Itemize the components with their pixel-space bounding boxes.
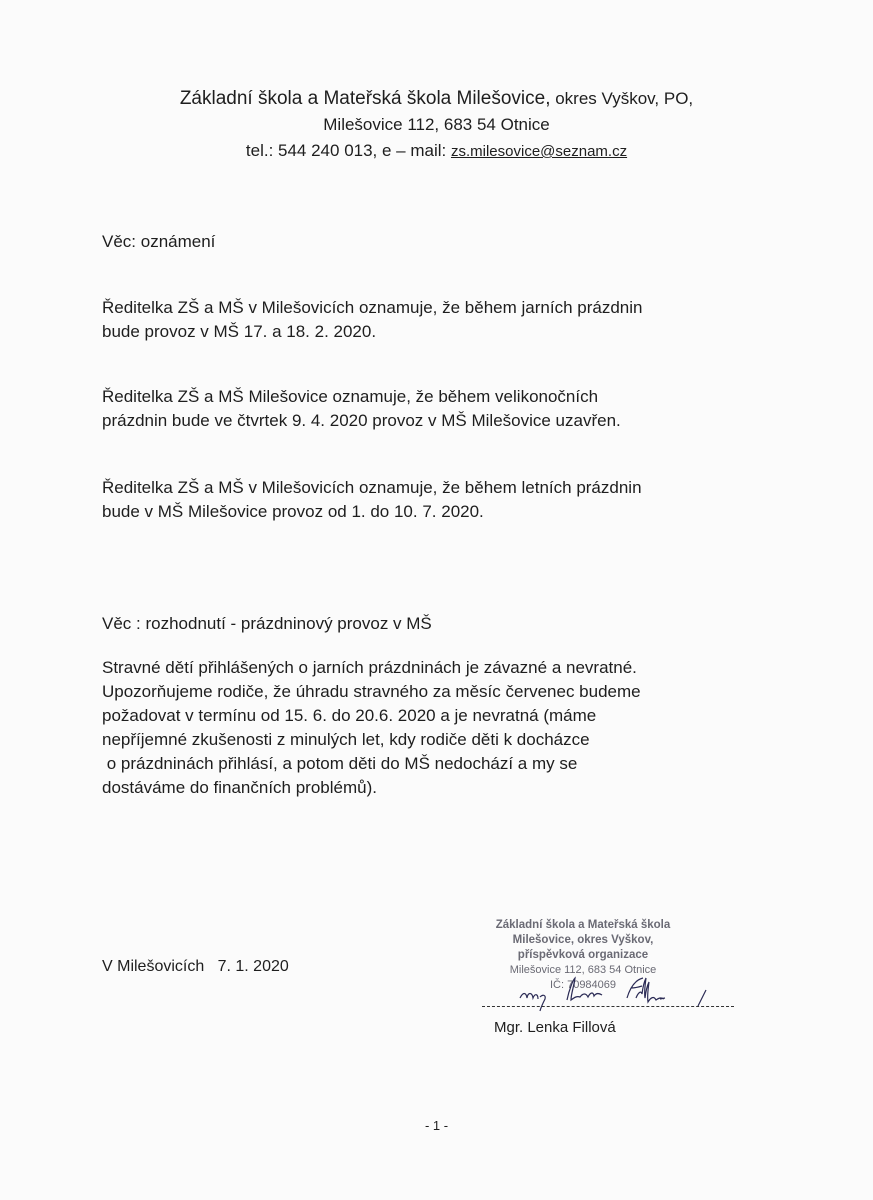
stamp-line: IČ: 70984069 [549,979,617,991]
paragraph-line: dostáváme do finančních problémů). [102,778,377,797]
paragraph-line: o prázdninách přihlásí, a potom děti do MŠ nedochází a my se [102,754,578,773]
school-address: Milešovice 112, 683 54 Otnice [323,115,550,134]
place-and-date: V Milešovicích 7. 1. 2020 [102,958,289,975]
notice-paragraph-summer [102,476,642,524]
stamp-line: Milešovice, okres Vyškov, [512,934,654,946]
stamp-line: příspěvková organizace [517,949,649,961]
notice-subject: Věc: oznámení [102,232,216,251]
paragraph-line: Ředitelka ZŠ a MŠ v Milešovicích oznamuje, že během letních prázdnin [102,478,642,497]
paragraph-line: prázdnin bude ve čtvrtek 9. 4. 2020 provoz v MŠ Milešovice uzavřen. [102,411,621,430]
signer-name: Mgr. Lenka Fillová [494,1019,616,1036]
paragraph-line: bude provoz v MŠ 17. a 18. 2. 2020. [102,322,377,341]
paragraph-line: Ředitelka ZŠ a MŠ Milešovice oznamuje, že během velikonočních [102,387,599,406]
stamp-line: Milešovice 112, 683 54 Otnice [509,964,657,976]
letterhead-line-1 [0,86,873,112]
letterhead [0,86,873,165]
decision-subject: Věc : rozhodnutí - prázdninový provoz v MŠ [102,614,432,633]
paragraph-line: požadovat v termínu od 15. 6. do 20.6. 2020 a je nevratná (máme [102,706,597,725]
paragraph-line: bude v MŠ Milešovice provoz od 1. do 10. 7. 2020. [102,502,484,521]
signature-line [482,1006,734,1007]
paragraph-line: nepříjemné zkušenosti z minulých let, kdy rodiče děti k docházce [102,730,590,749]
school-name: Základní škola a Mateřská škola Milešovice, [179,88,551,109]
school-contact [0,138,873,165]
paragraph-line: Stravné dětí přihlášených o jarních prázdninách je závazné a nevratné. [102,658,637,677]
handwritten-signature [482,968,742,1018]
decision-paragraph [102,656,641,800]
notice-paragraph-spring [102,296,642,344]
notice-paragraph-easter [102,385,621,433]
stamp-line: Základní škola a Mateřská škola [495,919,671,931]
page-number: - 1 - [424,1118,449,1133]
school-district: okres Vyškov, PO, [555,89,694,108]
contact-email-link[interactable]: zs.milesovice@seznam.cz [450,143,628,160]
contact-phone: tel.: 544 240 013, e – mail: [245,141,447,160]
paragraph-line: Upozorňujeme rodiče, že úhradu stravného za měsíc červenec budeme [102,682,641,701]
paragraph-line: Ředitelka ZŠ a MŠ v Milešovicích oznamuje, že během jarních prázdnin [102,298,643,317]
